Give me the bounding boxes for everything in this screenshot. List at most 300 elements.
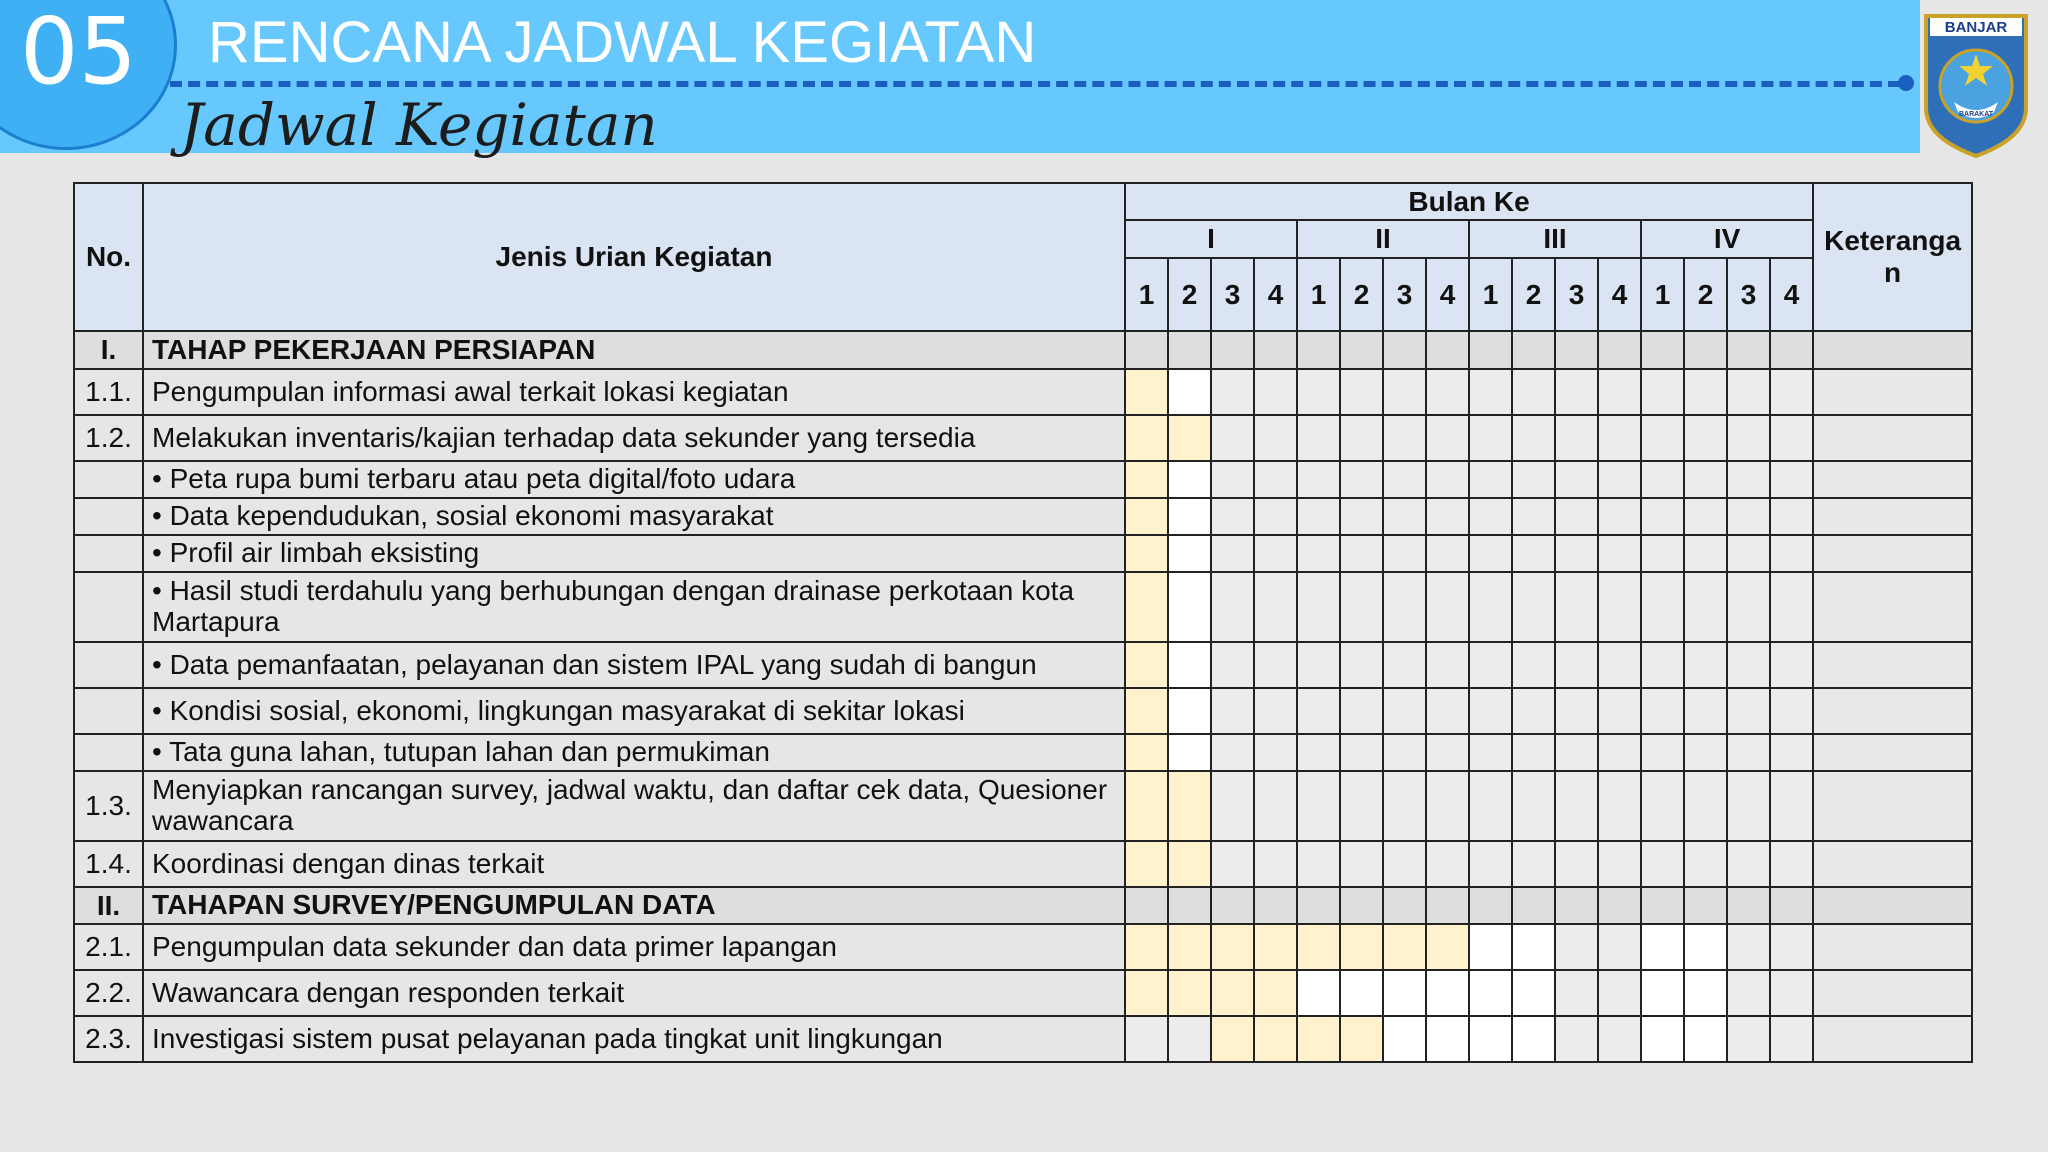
schedule-cell	[1727, 688, 1770, 734]
schedule-cell	[1512, 461, 1555, 498]
row-activity: • Peta rupa bumi terbaru atau peta digital/foto udara	[143, 461, 1125, 498]
schedule-cell	[1297, 369, 1340, 415]
week-header: 3	[1727, 258, 1770, 331]
week-header: 3	[1555, 258, 1598, 331]
schedule-cell	[1770, 924, 1813, 970]
schedule-cell	[1641, 887, 1684, 924]
schedule-cell	[1770, 572, 1813, 642]
table-row	[74, 688, 1972, 734]
schedule-cell	[1426, 642, 1469, 688]
remarks-cell	[1813, 461, 1972, 498]
schedule-cell	[1211, 688, 1254, 734]
schedule-cell	[1598, 924, 1641, 970]
row-activity: Koordinasi dengan dinas terkait	[143, 841, 1125, 887]
row-activity: Pengumpulan data sekunder dan data primer lapangan	[143, 924, 1125, 970]
schedule-cell	[1383, 970, 1426, 1016]
schedule-cell	[1469, 841, 1512, 887]
schedule-cell	[1684, 924, 1727, 970]
schedule-cell	[1727, 924, 1770, 970]
row-number	[74, 642, 143, 688]
remarks-cell	[1813, 734, 1972, 771]
schedule-cell	[1727, 970, 1770, 1016]
schedule-cell-active	[1168, 771, 1211, 841]
table-row	[74, 970, 1972, 1016]
table-row	[74, 415, 1972, 461]
schedule-cell	[1598, 1016, 1641, 1062]
schedule-cell	[1727, 331, 1770, 369]
schedule-cell	[1383, 535, 1426, 572]
schedule-cell	[1770, 970, 1813, 1016]
schedule-cell	[1168, 642, 1211, 688]
row-number	[74, 535, 143, 572]
header-month-group: Bulan Ke	[1125, 183, 1813, 220]
schedule-cell	[1641, 688, 1684, 734]
schedule-cell	[1555, 415, 1598, 461]
schedule-cell	[1727, 535, 1770, 572]
schedule-cell-active	[1340, 924, 1383, 970]
schedule-cell	[1727, 771, 1770, 841]
schedule-cell	[1727, 461, 1770, 498]
schedule-cell	[1727, 415, 1770, 461]
schedule-cell	[1641, 415, 1684, 461]
schedule-cell	[1211, 415, 1254, 461]
week-header: 2	[1340, 258, 1383, 331]
schedule-cell	[1770, 688, 1813, 734]
remarks-cell	[1813, 535, 1972, 572]
schedule-cell	[1512, 970, 1555, 1016]
schedule-cell	[1770, 771, 1813, 841]
row-activity: Wawancara dengan responden terkait	[143, 970, 1125, 1016]
row-activity: • Tata guna lahan, tutupan lahan dan permukiman	[143, 734, 1125, 771]
schedule-cell	[1555, 688, 1598, 734]
week-header: 2	[1168, 258, 1211, 331]
schedule-cell	[1426, 841, 1469, 887]
schedule-cell	[1512, 887, 1555, 924]
schedule-cell-active	[1125, 498, 1168, 535]
schedule-cell	[1770, 415, 1813, 461]
schedule-cell	[1211, 887, 1254, 924]
schedule-cell	[1211, 642, 1254, 688]
schedule-cell	[1598, 572, 1641, 642]
week-header: 1	[1641, 258, 1684, 331]
schedule-cell	[1512, 734, 1555, 771]
schedule-cell	[1684, 688, 1727, 734]
schedule-cell	[1512, 1016, 1555, 1062]
schedule-cell-active	[1168, 415, 1211, 461]
schedule-cell	[1598, 415, 1641, 461]
schedule-cell	[1770, 734, 1813, 771]
schedule-cell	[1555, 970, 1598, 1016]
schedule-cell	[1555, 498, 1598, 535]
row-activity: Investigasi sistem pusat pelayanan pada tingkat unit lingkungan	[143, 1016, 1125, 1062]
schedule-cell	[1770, 369, 1813, 415]
schedule-cell	[1469, 369, 1512, 415]
schedule-cell	[1555, 924, 1598, 970]
schedule-cell	[1469, 924, 1512, 970]
schedule-cell	[1340, 970, 1383, 1016]
schedule-cell	[1426, 887, 1469, 924]
schedule-cell	[1684, 841, 1727, 887]
week-header: 3	[1211, 258, 1254, 331]
schedule-cell-active	[1125, 771, 1168, 841]
schedule-cell	[1340, 572, 1383, 642]
schedule-cell	[1426, 498, 1469, 535]
schedule-cell	[1168, 369, 1211, 415]
schedule-cell	[1684, 572, 1727, 642]
schedule-cell-active	[1168, 841, 1211, 887]
schedule-cell	[1125, 1016, 1168, 1062]
schedule-cell	[1168, 734, 1211, 771]
schedule-cell	[1469, 688, 1512, 734]
logo-text-bottom: BARAKAT	[1958, 111, 1994, 118]
remarks-cell	[1813, 887, 1972, 924]
schedule-cell	[1297, 734, 1340, 771]
schedule-cell	[1254, 369, 1297, 415]
month-header: III	[1469, 220, 1641, 258]
schedule-cell	[1598, 688, 1641, 734]
schedule-cell	[1211, 841, 1254, 887]
schedule-cell	[1512, 331, 1555, 369]
row-number	[74, 734, 143, 771]
schedule-cell	[1598, 887, 1641, 924]
remarks-cell	[1813, 498, 1972, 535]
schedule-cell	[1727, 369, 1770, 415]
schedule-cell	[1727, 1016, 1770, 1062]
schedule-cell-active	[1254, 924, 1297, 970]
schedule-cell	[1383, 415, 1426, 461]
table-row	[74, 572, 1972, 642]
schedule-cell	[1211, 369, 1254, 415]
schedule-cell	[1727, 841, 1770, 887]
schedule-cell	[1641, 841, 1684, 887]
schedule-cell-active	[1125, 461, 1168, 498]
schedule-cell	[1555, 734, 1598, 771]
schedule-cell	[1555, 369, 1598, 415]
schedule-cell	[1383, 887, 1426, 924]
schedule-cell	[1469, 461, 1512, 498]
schedule-cell	[1469, 331, 1512, 369]
table-row	[74, 771, 1972, 841]
schedule-cell	[1297, 771, 1340, 841]
schedule-cell	[1383, 688, 1426, 734]
schedule-cell	[1168, 572, 1211, 642]
schedule-cell	[1727, 734, 1770, 771]
row-number	[74, 688, 143, 734]
schedule-cell	[1469, 887, 1512, 924]
schedule-cell	[1684, 331, 1727, 369]
schedule-cell	[1469, 970, 1512, 1016]
schedule-cell	[1512, 771, 1555, 841]
schedule-cell	[1125, 887, 1168, 924]
schedule-cell	[1684, 771, 1727, 841]
schedule-cell	[1426, 688, 1469, 734]
row-activity: • Hasil studi terdahulu yang berhubungan dengan drainase perkotaan kota Martapura	[143, 572, 1125, 642]
schedule-cell	[1340, 369, 1383, 415]
table-row	[74, 841, 1972, 887]
schedule-cell	[1512, 642, 1555, 688]
schedule-cell	[1641, 461, 1684, 498]
week-header: 4	[1598, 258, 1641, 331]
schedule-cell	[1684, 498, 1727, 535]
schedule-cell	[1383, 498, 1426, 535]
header-remarks: Keteranga n	[1813, 183, 1972, 331]
schedule-cell-active	[1340, 1016, 1383, 1062]
schedule-cell	[1211, 771, 1254, 841]
schedule-cell	[1684, 1016, 1727, 1062]
schedule-cell	[1512, 415, 1555, 461]
schedule-cell-active	[1125, 415, 1168, 461]
schedule-cell-active	[1125, 970, 1168, 1016]
schedule-cell	[1426, 572, 1469, 642]
schedule-cell	[1469, 1016, 1512, 1062]
schedule-cell	[1598, 642, 1641, 688]
schedule-cell	[1340, 887, 1383, 924]
schedule-cell	[1168, 461, 1211, 498]
schedule-cell	[1426, 415, 1469, 461]
schedule-cell	[1254, 415, 1297, 461]
schedule-cell	[1254, 771, 1297, 841]
row-number: 2.3.	[74, 1016, 143, 1062]
remarks-cell	[1813, 771, 1972, 841]
schedule-cell	[1383, 841, 1426, 887]
schedule-cell	[1727, 572, 1770, 642]
schedule-cell	[1598, 331, 1641, 369]
schedule-cell	[1340, 841, 1383, 887]
row-number: 1.3.	[74, 771, 143, 841]
row-number: 2.2.	[74, 970, 143, 1016]
schedule-cell	[1684, 461, 1727, 498]
schedule-cell	[1770, 331, 1813, 369]
schedule-cell	[1383, 369, 1426, 415]
schedule-cell	[1770, 461, 1813, 498]
schedule-cell	[1211, 535, 1254, 572]
table-row	[74, 642, 1972, 688]
schedule-cell	[1426, 970, 1469, 1016]
section-number: 05	[20, 0, 138, 105]
schedule-cell	[1641, 734, 1684, 771]
remarks-cell	[1813, 970, 1972, 1016]
schedule-cell	[1512, 535, 1555, 572]
schedule-cell	[1168, 1016, 1211, 1062]
week-header: 4	[1426, 258, 1469, 331]
schedule-cell	[1340, 771, 1383, 841]
schedule-cell	[1426, 734, 1469, 771]
schedule-cell	[1297, 970, 1340, 1016]
schedule-cell-active	[1168, 970, 1211, 1016]
schedule-cell	[1641, 535, 1684, 572]
week-header: 4	[1770, 258, 1813, 331]
header-no: No.	[74, 183, 143, 331]
schedule-cell	[1727, 887, 1770, 924]
schedule-cell	[1684, 535, 1727, 572]
row-activity: TAHAPAN SURVEY/PENGUMPULAN DATA	[143, 887, 1125, 924]
schedule-cell	[1555, 331, 1598, 369]
schedule-cell-active	[1297, 1016, 1340, 1062]
schedule-cell	[1340, 535, 1383, 572]
page-title: RENCANA JADWAL KEGIATAN	[208, 10, 1037, 75]
schedule-cell	[1641, 369, 1684, 415]
row-activity: • Data pemanfaatan, pelayanan dan sistem IPAL yang sudah di bangun	[143, 642, 1125, 688]
schedule-cell	[1469, 415, 1512, 461]
schedule-cell-active	[1125, 535, 1168, 572]
schedule-cell	[1727, 642, 1770, 688]
schedule-cell-active	[1211, 924, 1254, 970]
schedule-cell	[1340, 734, 1383, 771]
schedule-cell	[1383, 734, 1426, 771]
section-row	[74, 887, 1972, 924]
schedule-cell	[1555, 841, 1598, 887]
schedule-cell	[1641, 572, 1684, 642]
banjar-logo	[1920, 8, 2032, 158]
row-number	[74, 461, 143, 498]
schedule-cell	[1469, 771, 1512, 841]
divider-dot	[1898, 75, 1914, 91]
schedule-cell-active	[1125, 369, 1168, 415]
schedule-cell	[1598, 734, 1641, 771]
week-header: 1	[1469, 258, 1512, 331]
table-row	[74, 535, 1972, 572]
schedule-cell	[1254, 841, 1297, 887]
schedule-cell	[1168, 498, 1211, 535]
schedule-cell-active	[1211, 970, 1254, 1016]
schedule-cell-active	[1125, 841, 1168, 887]
remarks-cell	[1813, 924, 1972, 970]
schedule-cell	[1426, 1016, 1469, 1062]
schedule-cell	[1168, 688, 1211, 734]
schedule-cell	[1211, 734, 1254, 771]
schedule-cell-active	[1125, 642, 1168, 688]
schedule-cell	[1168, 535, 1211, 572]
schedule-cell	[1211, 331, 1254, 369]
schedule-cell-active	[1211, 1016, 1254, 1062]
schedule-cell	[1254, 498, 1297, 535]
schedule-cell	[1426, 461, 1469, 498]
remarks-cell	[1813, 1016, 1972, 1062]
remarks-cell	[1813, 415, 1972, 461]
schedule-cell-active	[1297, 924, 1340, 970]
schedule-cell	[1598, 970, 1641, 1016]
schedule-cell	[1168, 331, 1211, 369]
dashed-divider	[170, 81, 1900, 87]
schedule-cell	[1684, 970, 1727, 1016]
schedule-cell	[1254, 461, 1297, 498]
schedule-cell	[1211, 572, 1254, 642]
schedule-cell	[1469, 572, 1512, 642]
schedule-cell	[1383, 572, 1426, 642]
section-row	[74, 331, 1972, 369]
schedule-cell	[1512, 924, 1555, 970]
month-header: I	[1125, 220, 1297, 258]
schedule-cell	[1684, 642, 1727, 688]
schedule-cell	[1254, 688, 1297, 734]
schedule-cell	[1340, 331, 1383, 369]
schedule-cell	[1598, 498, 1641, 535]
schedule-cell-active	[1125, 924, 1168, 970]
row-number: II.	[74, 887, 143, 924]
schedule-cell	[1297, 415, 1340, 461]
table-row	[74, 1016, 1972, 1062]
week-header: 2	[1512, 258, 1555, 331]
week-header: 1	[1297, 258, 1340, 331]
row-number: 1.1.	[74, 369, 143, 415]
schedule-cell	[1770, 535, 1813, 572]
table-row	[74, 369, 1972, 415]
remarks-cell	[1813, 688, 1972, 734]
row-number	[74, 498, 143, 535]
schedule-cell	[1426, 535, 1469, 572]
schedule-cell-active	[1383, 924, 1426, 970]
schedule-cell	[1555, 535, 1598, 572]
schedule-cell	[1168, 887, 1211, 924]
schedule-cell	[1555, 1016, 1598, 1062]
schedule-cell	[1297, 331, 1340, 369]
logo-text-top: BANJAR	[1944, 19, 2008, 36]
schedule-cell-active	[1168, 924, 1211, 970]
row-number: 1.2.	[74, 415, 143, 461]
schedule-cell	[1383, 771, 1426, 841]
schedule-cell	[1598, 535, 1641, 572]
schedule-cell	[1598, 771, 1641, 841]
schedule-cell-active	[1125, 734, 1168, 771]
schedule-cell	[1297, 642, 1340, 688]
remarks-cell	[1813, 642, 1972, 688]
table-row	[74, 461, 1972, 498]
schedule-cell	[1469, 498, 1512, 535]
schedule-cell	[1641, 924, 1684, 970]
schedule-cell	[1770, 841, 1813, 887]
row-activity: • Data kependudukan, sosial ekonomi masyarakat	[143, 498, 1125, 535]
row-activity: Menyiapkan rancangan survey, jadwal waktu, dan daftar cek data, Quesioner wawancara	[143, 771, 1125, 841]
schedule-cell	[1297, 841, 1340, 887]
row-number: 1.4.	[74, 841, 143, 887]
row-number: 2.1.	[74, 924, 143, 970]
schedule-cell	[1555, 572, 1598, 642]
row-activity: TAHAP PEKERJAAN PERSIAPAN	[143, 331, 1125, 369]
schedule-cell	[1297, 461, 1340, 498]
schedule-cell	[1555, 461, 1598, 498]
schedule-cell	[1426, 331, 1469, 369]
schedule-cell	[1426, 369, 1469, 415]
row-activity: Pengumpulan informasi awal terkait lokasi kegiatan	[143, 369, 1125, 415]
schedule-cell	[1469, 734, 1512, 771]
schedule-cell	[1469, 535, 1512, 572]
schedule-cell	[1340, 498, 1383, 535]
remarks-cell	[1813, 572, 1972, 642]
schedule-cell	[1641, 642, 1684, 688]
schedule-cell	[1340, 642, 1383, 688]
schedule-cell	[1598, 461, 1641, 498]
schedule-cell	[1340, 461, 1383, 498]
schedule-cell	[1254, 331, 1297, 369]
schedule-cell	[1555, 887, 1598, 924]
schedule-cell	[1555, 771, 1598, 841]
schedule-cell	[1297, 535, 1340, 572]
schedule-cell	[1211, 461, 1254, 498]
schedule-cell	[1254, 572, 1297, 642]
schedule-cell	[1340, 415, 1383, 461]
schedule-cell	[1684, 887, 1727, 924]
schedule-cell	[1426, 771, 1469, 841]
schedule-cell	[1641, 331, 1684, 369]
schedule-cell	[1297, 498, 1340, 535]
month-header: II	[1297, 220, 1469, 258]
schedule-cell	[1598, 841, 1641, 887]
schedule-cell	[1770, 642, 1813, 688]
schedule-cell	[1727, 498, 1770, 535]
schedule-cell	[1383, 642, 1426, 688]
schedule-table-container	[73, 182, 1971, 1084]
schedule-cell	[1254, 734, 1297, 771]
